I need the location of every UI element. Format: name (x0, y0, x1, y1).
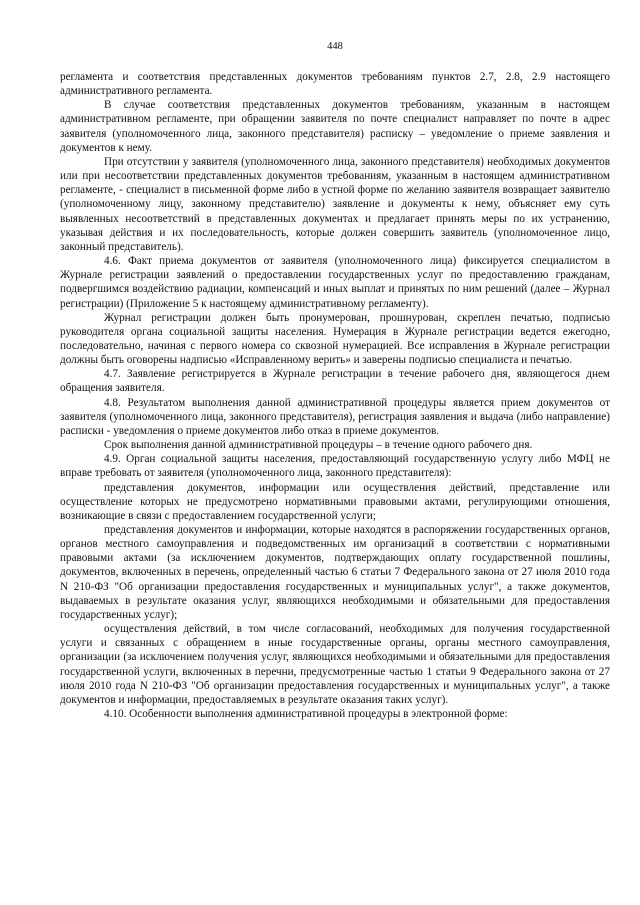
paragraph: При отсутствии у заявителя (уполномоченного лица, законного представителя) необходимых документов или при несоответствии представленных документов требованиям, указанным в настоящем административном регламенте, - специалист в письменной форме либо в устной форме по желанию заявителя возвращает заявителю (уполномоченному лицу, законному представителю) заявление и документы к нему, объясняет ему суть выявленных несоответствий в представленных документах и предлагает принять меры по их устранению, указывая действия и их последовательность, которые должен совершить заявитель (уполномоченное лицо, законный представитель). (60, 155, 610, 253)
paragraph: 4.7. Заявление регистрируется в Журнале регистрации в течение рабочего дня, являющегося днем обращения заявителя. (60, 368, 610, 395)
paragraph: 4.6. Факт приема документов от заявителя (уполномоченного лица) фиксируется специалистом в Журнале регистрации заявлений о предоставлении государственных услуг по предоставлению гражданам, подвергшимся воздействию радиации, компенсаций и иных выплат и принятых по ним решений (далее – Журнал регистрации) (Приложение 5 к настоящему административному регламенту). (60, 255, 610, 310)
paragraph: 4.8. Результатом выполнения данной административной процедуры является прием документов от заявителя (уполномоченного лица, законного представителя), регистрация заявления и выдача (либо направление) расписки - уведомления о приеме документов либо отказ в приеме документов. (60, 396, 610, 437)
page-number: 448 (327, 41, 343, 52)
paragraph: В случае соответствия представленных документов требованиям, указанным в настоящем административном регламенте, при обращении заявителя по почте специалист направляет по почте в адрес заявителя (уполномоченного лица, законного представителя) расписку – уведомление о приеме заявления и документов к нему. (60, 99, 610, 154)
document-page (60, 0, 610, 721)
paragraph: осуществления действий, в том числе согласований, необходимых для получения государственной услуги и связанных с обращением в иные государственные органы, органы местного самоуправления, организации (за исключением получения услуг, являющихся необходимыми и обязательными для предоставления государственной услуги, включенных в перечни, предусмотренные частью 1 статьи 9 Федерального закона от 27 июля 2010 года N 210-ФЗ "Об организации предоставления государственных и муниципальных услуг", а также документов и информации, предоставляемых в результате оказания таких услуг). (60, 623, 610, 706)
paragraph: Журнал регистрации должен быть пронумерован, прошнурован, скреплен печатью, подписью руководителя органа социальной защиты населения. Нумерация в Журнале регистрации ведется ежегодно, последовательно, начиная с первого номера со сквозной нумерацией. Все исправления в Журнале регистрации должны быть оговорены надписью «Исправленному верить» и заверены подписью специалиста и печатью. (60, 311, 610, 367)
paragraph: 4.9. Орган социальной защиты населения, предоставляющий государственную услугу либо МФЦ не вправе требовать от заявителя (уполномоченного лица, законного представителя): (60, 453, 610, 480)
paragraph: 4.10. Особенности выполнения административной процедуры в электронной форме: (104, 708, 508, 721)
paragraph: Срок выполнения данной административной процедуры – в течение одного рабочего дня. (104, 439, 533, 452)
paragraph: регламента и соответствия представленных документов требованиям пунктов 2.7, 2.8, 2.9 настоящего административного регламента. (60, 71, 610, 98)
paragraph: представления документов и информации, которые находятся в распоряжении государственных органов, органов местного самоуправления и подведомственных им организаций в соответствии с нормативными правовыми актами (за исключением документов, подтверждающих оплату государственной пошлины, документов, включенных в перечень, определенный частью 6 статьи 7 Федерального закона от 27 июля 2010 года N 210-ФЗ "Об организации предоставления государственных и муниципальных услуг", а также документов, выдаваемых в результате оказания услуг, являющихся необходимыми и обязательными для предоставления государственных услуг); (60, 524, 610, 621)
paragraph: представления документов, информации или осуществления действий, представление или осуществление которых не предусмотрено нормативными правовыми актами, регулирующими отношения, возникающие в связи с предоставлением государственной услуги; (60, 481, 610, 522)
document-body (60, 70, 610, 721)
